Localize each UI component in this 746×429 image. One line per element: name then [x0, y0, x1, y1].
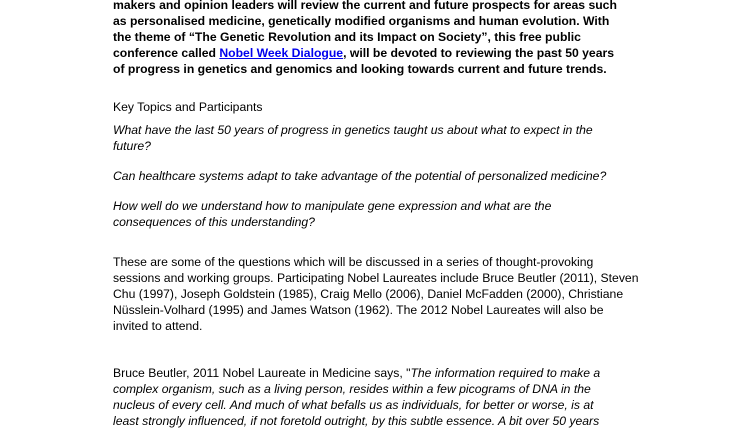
question-2 [113, 168, 673, 184]
quote-line-3: nucleus of every cell. And much of what befalls us as individuals, for better or worse, is at [113, 398, 594, 412]
lead-line-4-after-link: , will be devoted to reviewing the past 50 years [343, 46, 615, 60]
lead-line-1: makers and opinion leaders will review the current and future prospects for areas such [113, 0, 617, 12]
question-3 [113, 198, 673, 230]
quote-line-2: complex organism, such as a living person, resides within a few picograms of DNA in the [113, 382, 591, 396]
quote-line-1-italic: The information required to make a [410, 366, 601, 380]
participants-line-3: Chu (1997), Joseph Goldstein (1985), Craig Mello (2006), Daniel McFadden (2000), Christiane [113, 287, 624, 301]
question-1 [113, 122, 673, 154]
question-1-line-2: future? [113, 139, 151, 153]
lead-line-3: the theme of “The Genetic Revolution and its Impact on Society”, this free public [113, 30, 581, 44]
question-2-line-1: Can healthcare systems adapt to take advantage of the potential of personalized medicine? [113, 169, 607, 183]
participants-line-5: invited to attend. [113, 319, 203, 333]
question-3-line-1: How well do we understand how to manipulate gene expression and what are the [113, 199, 552, 213]
section-heading: Key Topics and Participants [113, 100, 263, 114]
lead-line-5: of progress in genetics and genomics and looking towards current and future trends. [113, 62, 607, 76]
participants-paragraph [113, 254, 673, 334]
question-3-line-2: consequences of this understanding? [113, 215, 315, 229]
quote-line-1-plain: Bruce Beutler, 2011 Nobel Laureate in Medicine says, " [113, 366, 411, 380]
lead-paragraph [113, 0, 673, 77]
lead-line-2: as personalised medicine, genetically modified organisms and human evolution. With [113, 14, 610, 28]
quote-paragraph [113, 365, 673, 429]
lead-line-4-before-link: conference called [113, 46, 220, 60]
question-1-line-1: What have the last 50 years of progress in genetics taught us about what to expect in the [113, 123, 593, 137]
participants-line-4: Nüsslein-Volhard (1995) and James Watson (1962). The 2012 Nobel Laureates will also be [113, 303, 604, 317]
participants-line-1: These are some of the questions which will be discussed in a series of thought-provoking [113, 255, 594, 269]
participants-line-2: sessions and working groups. Participating Nobel Laureates include Bruce Beutler (2011), Steven [113, 271, 639, 285]
nobel-week-dialogue-link[interactable]: Nobel Week Dialogue [219, 46, 344, 60]
quote-line-4: least strongly influenced, if not foretold outright, by this subtle essence. A bit over 50 years [113, 414, 600, 428]
document-page [113, 0, 673, 429]
